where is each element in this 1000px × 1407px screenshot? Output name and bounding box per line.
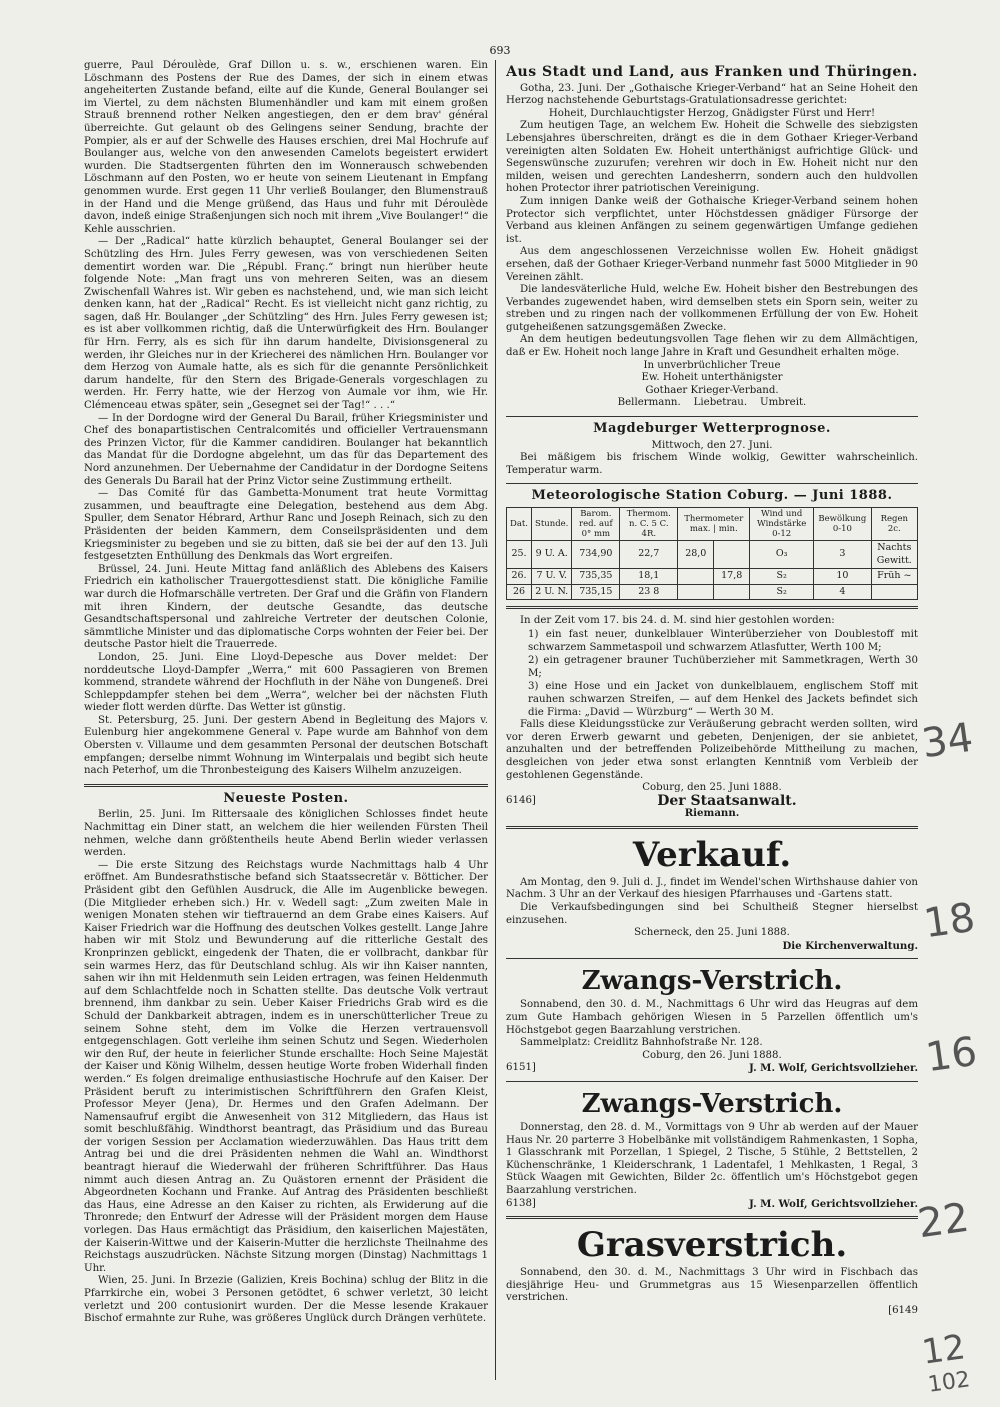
table-row bbox=[507, 569, 918, 585]
table-cell: S₂ bbox=[750, 584, 814, 600]
section-divider bbox=[506, 416, 918, 417]
ad-number: 6151] bbox=[506, 1062, 536, 1074]
handwritten-note: 12 bbox=[919, 1327, 968, 1373]
ad-number: 6138] bbox=[506, 1197, 536, 1209]
article-paragraph: — Der „Radical“ hatte kürzlich behauptet, General Boulanger sei der Schützling des Hrn. Jules Ferry gewesen, was von verschiedenen Seiten dementirt worden war. Die „Républ. Franç.“ bringt nun hierüber heute folgende Note: „Man fragt uns von mehreren Seiten, was an diesem Zwischenfall Wahres ist. Wir geben es nachstehend, und, wie man sich leicht denken kann, hat der „Radical“ Recht. Es ist vielleicht nicht ganz richtig, zu sagen, daß Hr. Boulanger „der Schützling“ des Hrn. Jules Ferry gewesen ist; es ist aber vollkommen richtig, daß die Unterwürfigkeit des Hrn. Boulanger für Hrn. Ferry, als es sich für ihn darum handelte, Divisionsgeneral zu werden, ihr Gleiches nur in der Kriecherei des nämlichen Hrn. Boulanger vor dem Herzog von Aumale hatte, als es sich für die genannte Persönlichkeit darum handelte, für den Stern des Brigade-Generals vorgeschlagen zu werden. Hr. Ferry hatte, wie der Herzog von Aumale vor ihm, wie Hr. Clémenceau etwas später, sein „Gesegnet sei der Tag!“ . . .“ bbox=[84, 236, 488, 412]
page-number: 693 bbox=[489, 44, 511, 57]
ad-number: [6149 bbox=[888, 1304, 918, 1316]
signers: Bellermann. Liebetrau. Umbreit. bbox=[617, 397, 807, 409]
ad-text: Sonnabend, den 30. d. M., Nachmittags 3 Uhr wird in Fischbach das diesjährige Heu- und Grummetgras aus 15 Wiesenparzellen öffentlich verstrichen. bbox=[506, 1267, 918, 1304]
table-cell: S₂ bbox=[750, 569, 814, 585]
ad-text: Sonnabend, den 30. d. M., Nachmittags 6 Uhr wird das Heugras auf dem zum Gute Hambach gehörigen Wiesen in 5 Parzellen öffentlich um's Höchstgebot gegen Baarzahlung verstrichen. bbox=[506, 999, 918, 1036]
notice-signature-row bbox=[506, 792, 918, 809]
right-column bbox=[506, 60, 918, 1390]
section-divider bbox=[506, 1216, 918, 1219]
article-paragraph: An dem heutigen bedeutungsvollen Tage flehen wir zu dem Allmächtigen, daß er Ew. Hoheit noch lange Jahre in Kraft und Gesundheit erhalten möge. bbox=[506, 334, 918, 359]
table-row bbox=[507, 541, 918, 569]
table-header: Thermometer max. | min. bbox=[678, 508, 750, 541]
list-item: 1) ein fast neuer, dunkelblauer Winterüberzieher von Doublestoff mit schwarzem Sammetaspoil und schwarzem Atlasfutter, Werth 100 M; bbox=[528, 628, 918, 653]
article-paragraph: Wien, 25. Juni. In Brzezie (Galizien, Kreis Bochina) schlug der Blitz in die Pfarrkirche ein, wobei 3 Personen getödtet, 6 schwer verletzt, 30 leicht verletzt und 200 contusionirt wurden. Der die Messe lesende Krakauer Bischof ermahnte zur Ruhe, was größeres Unglück durch Drängen verhütete. bbox=[84, 1275, 488, 1325]
weather-text: Bei mäßigem bis frischem Winde wolkig, Gewitter wahrscheinlich. Temperatur warm. bbox=[506, 452, 918, 476]
table-cell: 23 8 bbox=[620, 584, 678, 600]
table-cell: 22,7 bbox=[620, 541, 678, 569]
table-cell bbox=[871, 584, 917, 600]
section-title-stadt-und-land: Aus Stadt und Land, aus Franken und Thüringen. bbox=[506, 64, 918, 80]
weather-table bbox=[506, 507, 918, 600]
ad-signer: J. M. Wolf, Gerichtsvollzieher. bbox=[749, 1197, 918, 1210]
ad-date: Scherneck, den 25. Juni 1888. bbox=[634, 927, 790, 939]
article-paragraph: Zum heutigen Tage, an welchem Ew. Hoheit die Schwelle des siebzigsten Lebensjahres überschreiten, drängt es die in dem Gothaer Krieger-Verband vereinigten alten Soldaten Ew. Hoheit unterthänigst aufrichtige Glück- und Segenswünsche zuzurufen; verehren wir doch in Ew. Hoheit nicht nur den milden, weisen und gerechten Landesherrn, sondern auch den huldvollen hohen Protector ihrer patriotischen Vereinigung. bbox=[506, 120, 918, 195]
ad-text: Die Verkaufsbedingungen sind bei Schultheiß Stegner hierselbst einzusehen. bbox=[506, 902, 918, 926]
table-row bbox=[507, 584, 918, 600]
table-cell: 3 bbox=[814, 541, 871, 569]
table-header: Bewölkung 0-10 bbox=[814, 508, 871, 541]
table-header: Regen 2c. bbox=[871, 508, 917, 541]
table-cell: 10 bbox=[814, 569, 871, 585]
section-divider bbox=[84, 784, 488, 787]
table-cell: 9 U. A. bbox=[532, 541, 572, 569]
ad-signature-row bbox=[506, 1062, 918, 1075]
ad-text: Am Montag, den 9. Juli d. J., findet im Wendel'schen Wirthshause dahier von Nachm. 3 Uhr an der Verkauf des hiesigen Pfarrhauses und -Gartens statt. bbox=[506, 876, 918, 901]
table-header: Thermom. n. C. 5 C. 4R. bbox=[620, 508, 678, 541]
article-paragraph: guerre, Paul Déroulède, Graf Dillon u. s. w., erschienen waren. Ein Löschmann des Postens der Rue des Dames, der sich in einem etwas angeheiterten Zustande befand, eilte auf die Kunde, General Boulanger sei im Viertel, zu dem nächsten Blumenhändler und kam mit einem großen Strauß brennend rother Nelken angestiegen, den er dem brav' général überreichte. Gut gelaunt ob des Gelingens seiner Sendung, brachte der Pompier, als er auf der Schwelle des Hauses erschien, drei Mal Hochrufe auf Boulanger aus, welche von den anwesenden Camelots begeistert erwidert wurden. Die Stadtsergenten führten den im Wonnerausch schwebenden Löschmann auf den Posten, wo er heute von seinem Lieutenant in Empfang genommen wurde. Erst gegen 11 Uhr verließ Boulanger, den Blumenstrauß in der Hand und die Menge grüßend, das Haus und fuhr mit Déroulède davon, indeß einige Straßenjungen sich noch mit ihrem „Vive Boulanger!“ die Kehle ausschrien. bbox=[84, 60, 488, 235]
ad-headline-grasverstrich: Grasverstrich. bbox=[576, 1225, 848, 1266]
weather-date: Mittwoch, den 27. Juni. bbox=[651, 439, 773, 451]
section-divider bbox=[506, 1081, 918, 1082]
ad-text: Donnerstag, den 28. d. M., Vormittags von 9 Uhr ab werden auf der Mauer Haus Nr. 20 parterre 3 Hobelbänke mit vollständigem Rahmenkasten, 1 Sopha, 1 Glasschrank mit Porzellan, 1 Spiegel, 2 Tische, 5 Stühle, 2 Bettstellen, 2 Küchenschränke, 1 Kleiderschrank, 1 Ladentafel, 1 Mehlkasten, 1 Regal, 3 Stück Waagen mit Gewichten, Bilder 2c. öffentlich um's Höchstgebot gegen Baarzahlung verstrichen. bbox=[506, 1122, 918, 1196]
article-paragraph: Zum innigen Danke weiß der Gothaische Krieger-Verband seinem hohen Protector sich verpflichtet, unter Höchstdessen gnädiger Fürsorge der Verband aus kleinen Anfängen zu seinem gegenwärtigen Umfange gediehen ist. bbox=[506, 195, 918, 245]
section-title-neueste-posten: Neueste Posten. bbox=[223, 790, 349, 806]
table-header: Dat. bbox=[507, 508, 532, 541]
table-cell: 26. bbox=[507, 569, 532, 585]
table-cell: 2 U. N. bbox=[532, 584, 572, 600]
station-title: Meteorologische Station Coburg. — Juni 1888. bbox=[531, 488, 893, 504]
salutation: Hoheit, Durchlauchtigster Herzog, Gnädigster Fürst und Herr! bbox=[548, 107, 876, 119]
table-cell: 18,1 bbox=[620, 569, 678, 585]
list-item: 3) eine Hose und ein Jacket von dunkelblauem, englischem Stoff mit rauhen schwarzen Streifen, — auf dem Henkel des Jackets befindet sich die Firma: „David — Würzburg“ — Werth 30 M. bbox=[528, 681, 918, 718]
article-paragraph: — Das Comité für das Gambetta-Monument trat heute Vormittag zusammen, und beauftragte eine Delegation, bestehend aus dem Abg. Spuller, dem Senator Hébrard, Arthur Ranc und Joseph Reinach, sich zu den Präsidenten der beiden Kammern, dem Conseilspräsidenten und dem Kriegsminister zu begeben und sie zu bitten, daß sie bei der auf den 13. Juli festgesetzten Enthüllung des Denkmals das Wort ergreifen. bbox=[84, 488, 488, 563]
table-cell: O₃ bbox=[750, 541, 814, 569]
closing-line: In unverbrüchlicher Treue bbox=[643, 359, 781, 371]
table-cell: 7 U. V. bbox=[532, 569, 572, 585]
table-cell bbox=[714, 541, 750, 569]
table-header: Stunde. bbox=[532, 508, 572, 541]
table-header: Wind und Windstärke 0-12 bbox=[750, 508, 814, 541]
left-column bbox=[84, 60, 488, 1325]
article-paragraph: London, 25. Juni. Eine Lloyd-Depesche aus Dover meldet: Der norddeutsche Lloyd-Dampfer „Werra,“ mit 600 Passagieren von Bremen kommend, strandete während der Hochfluth in der Nähe von Dungeneß. Drei Schleppdampfer stehen bei dem „Werra“, welcher bei der nächsten Fluth wieder flott werden dürfte. Das Wetter ist günstig. bbox=[84, 651, 488, 714]
handwritten-note: 16 bbox=[923, 1028, 980, 1082]
table-cell: 26 bbox=[507, 584, 532, 600]
stolen-intro: In der Zeit vom 17. bis 24. d. M. sind hier gestohlen worden: bbox=[520, 615, 835, 627]
table-cell: 735,35 bbox=[572, 569, 620, 585]
article-paragraph: Aus dem angeschlossenen Verzeichnisse wollen Ew. Hoheit gnädigst ersehen, daß der Gothaer Krieger-Verband nunmehr fast 5000 Mitglieder in 90 Vereinen zählt. bbox=[506, 246, 918, 283]
section-divider bbox=[506, 483, 918, 484]
handwritten-note: 18 bbox=[921, 894, 978, 948]
article-paragraph: Brüssel, 24. Juni. Heute Mittag fand anläßlich des Ablebens des Kaisers Friedrich ein katholischer Trauergottesdienst statt. Die königliche Familie war durch die Hofmarschälle vertreten. Der Graf und die Gräfin von Flandern mit ihren Kindern, der deutsche Gesandte, das deutsche Gesandtschaftspersonal und zahlreiche Vertreter der deutschen Colonie, sämmtliche Minister und das diplomatische Corps wohnten der Feier bei. Der deutsche Pastor hielt die Trauerrede. bbox=[84, 563, 488, 651]
list-item: 2) ein getragener brauner Tuchüberzieher mit Sammetkragen, Werth 30 M; bbox=[528, 655, 918, 679]
table-cell: 735,15 bbox=[572, 584, 620, 600]
column-divider bbox=[495, 60, 496, 1380]
handwritten-note: 102 bbox=[926, 1367, 972, 1398]
table-cell: Früh ~ bbox=[871, 569, 917, 585]
ad-text: Sammelplatz: Creidlitz Bahnhofstraße Nr. 128. bbox=[520, 1037, 763, 1049]
handwritten-note: 22 bbox=[915, 1194, 972, 1248]
article-paragraph: St. Petersburg, 25. Juni. Der gestern Abend in Begleitung des Majors v. Eulenburg hier angekommene General v. Pape wurde am Bahnhof von dem Obersten v. Villaume und dem gesammten Personal der deutschen Botschaft empfangen; derselbe nimmt Wohnung im Winterpalais und begibt sich heute nach Peterhof, um die Thronbesteigung des Kaisers Wilhelm anzuzeigen. bbox=[84, 714, 488, 777]
table-cell: 25. bbox=[507, 541, 532, 569]
article-paragraph: Gotha, 23. Juni. Der „Gothaische Krieger-Verband“ hat an Seine Hoheit den Herzog nachstehende Geburtstags-Gratulationsadresse gerichtet: bbox=[506, 82, 918, 107]
table-cell: 28,0 bbox=[678, 541, 714, 569]
handwritten-note: 34 bbox=[919, 714, 976, 768]
table-cell: 17,8 bbox=[714, 569, 750, 585]
article-paragraph: Die landesväterliche Huld, welche Ew. Hoheit bisher den Bestrebungen des Verbandes zugewendet haben, wird demselben stets ein Sporn sein, weiter zu streben und zu ringen nach der vollkommenen Erfüllung der von Ew. Hoheit gutgeheißenen satzungsgemäßen Zwecke. bbox=[506, 284, 918, 333]
weather-title: Magdeburger Wetterprognose. bbox=[593, 421, 831, 437]
notice-office: Der Staatsanwalt. bbox=[657, 792, 797, 809]
ad-headline-zwangsverstrich: Zwangs-Verstrich. bbox=[581, 1089, 843, 1119]
table-cell: 734,90 bbox=[572, 541, 620, 569]
section-divider bbox=[506, 826, 918, 829]
table-cell bbox=[678, 569, 714, 585]
closing-line: Gothaer Krieger-Verband. bbox=[645, 384, 779, 396]
table-cell bbox=[714, 584, 750, 600]
table-cell bbox=[678, 584, 714, 600]
article-paragraph: Berlin, 25. Juni. Im Rittersaale des königlichen Schlosses findet heute Nachmittag ein Diner statt, an welchem die hier weilenden Fürsten Theil nehmen, welche dann größtentheils heute Abend Berlin wieder verlassen werden. bbox=[84, 809, 488, 859]
notice-signer: Riemann. bbox=[684, 807, 740, 820]
table-cell: Nachts Gewitt. bbox=[871, 541, 917, 569]
table-cell: 4 bbox=[814, 584, 871, 600]
ad-signature-row bbox=[506, 1198, 918, 1211]
closing-line: Ew. Hoheit unterthänigster bbox=[641, 372, 783, 384]
section-divider bbox=[506, 958, 918, 959]
stolen-notice: Falls diese Kleidungsstücke zur Veräußerung gebracht werden sollten, wird vor deren Erwerb gewarnt und gebeten, Denjenigen, der sie anbietet, anzuhalten und der betreffenden Polizeibehörde Mittheilung zu machen, desgleichen von jeder etwa sonst erlangten Kenntniß vom Verbleib der gestohlenen Gegenstände. bbox=[506, 719, 918, 781]
notice-date: Coburg, den 25. Juni 1888. bbox=[642, 782, 782, 794]
section-divider bbox=[506, 606, 918, 609]
article-paragraph: — In der Dordogne wird der General Du Barail, früher Kriegsminister und Chef des bonapartistischen Centralcomités und officieller Vertrauensmann des Prinzen Victor, für die Kammer candidiren. Boulanger hat bekanntlich das Mandat für die Dordogne abgelehnt, um das für das Departement des Nord anzunehmen. Der Uebernahme der Candidatur in der Dordogne Seitens des Generals Du Barail hat der Prinz Victor seine Zustimmung ertheilt. bbox=[84, 412, 488, 487]
ad-headline-verkauf: Verkauf. bbox=[632, 834, 792, 875]
table-header: Barom. red. auf 0° mm bbox=[572, 508, 620, 541]
ad-signer: J. M. Wolf, Gerichtsvollzieher. bbox=[749, 1062, 918, 1075]
article-paragraph: — Die erste Sitzung des Reichstags wurde Nachmittags halb 4 Uhr eröffnet. Am Bundesrathstische befand sich Staatssecretär v. Bötticher. Der Präsident gibt den Gefühlen Ausdruck, die Alle im Augenblicke bewegen. (Die Mitglieder erheben sich.) Hr. v. Wedell sagt: „Zum zweiten Male in wenigen Monaten stehen wir tieftrauernd an dem Grabe eines Kaisers. Auf Kaiser Friedrich war die Hoffnung des deutschen Volkes gestellt. Lange Jahre haben wir mit Stolz und Bewunderung auf die ritterliche Gestalt des Kronprinzen geblickt, eingedenk der Thaten, die er vollbracht, dankbar für sein warmes Herz, das für Deutschland schlug. Als wir ihn Kaiser nannten, sahen wir ihn mit Heldenmuth sein Leiden ertragen, was feinen Heldenmuth auf dem Schlachtfelde noch in Schatten stellte. Das deutsche Volk vertraut brennend, ihm dankbar zu sein. Ueber Kaiser Friedrichs Grab wird es die Schuld der Dankbarkeit abtragen, indem es in unerschütterlicher Treue zu seinem Sohne steht, dem im Volke die Herzen vertrauensvoll entgegenschlagen. Gott verleihe ihm seinen Schutz und Segen. Wiederholen wir den Ruf, der heute in feierlicher Stunde erschallte: Hoch Seine Majestät der Kaiser und König Wilhelm, dessen heutige Worte froben Widerhall finden werden.“ Es folgen dreimalige enthusiastische Hochrufe auf den Kaiser. Der Präsident beruft zu interimistischen Schriftführern den Grafen Kleist, Professor Meyer (Jena), Dr. Hermes und den Grafen Adelmann. Der Namensaufruf ergibt die Anwesenheit von 312 Mitgliedern, das Haus ist somit beschlußfähig. Windthorst beantragt, das Präsidium und das Bureau der vorigen Session per Acclamation wiederzuwählen. Das Haus tritt dem Antrag bei und die drei Präsidenten nehmen die Wahl an. Windthorst beantragt hierauf die Wiederwahl der früheren Schriftführer. Das Haus nimmt auch diesen Antrag an. Zu Quästoren ernennt der Präsident die Abgeordneten Kochann und Franke. Auf Antrag des Präsidenten beschließt das Haus, eine Adresse an den Kaiser zu richten, als Erwiderung auf die Thronrede; den Entwurf der Adresse will der Präsident morgen dem Hause vorlegen. Das Haus ermächtigt das Präsidium, den kaiserlichen Majestäten, der Kaiserin-Wittwe und der Kaiserin-Mutter die herzlichste Theilnahme des Reichstags auszudrücken. Nächste Sitzung morgen (Dinstag) Nachmittags 1 Uhr. bbox=[84, 859, 488, 1274]
ad-signer: Die Kirchenverwaltung. bbox=[782, 939, 918, 952]
ad-headline-zwangsverstrich: Zwangs-Verstrich. bbox=[581, 966, 843, 997]
ad-number: 6146] bbox=[506, 794, 536, 806]
ad-date: Coburg, den 26. Juni 1888. bbox=[642, 1049, 782, 1061]
